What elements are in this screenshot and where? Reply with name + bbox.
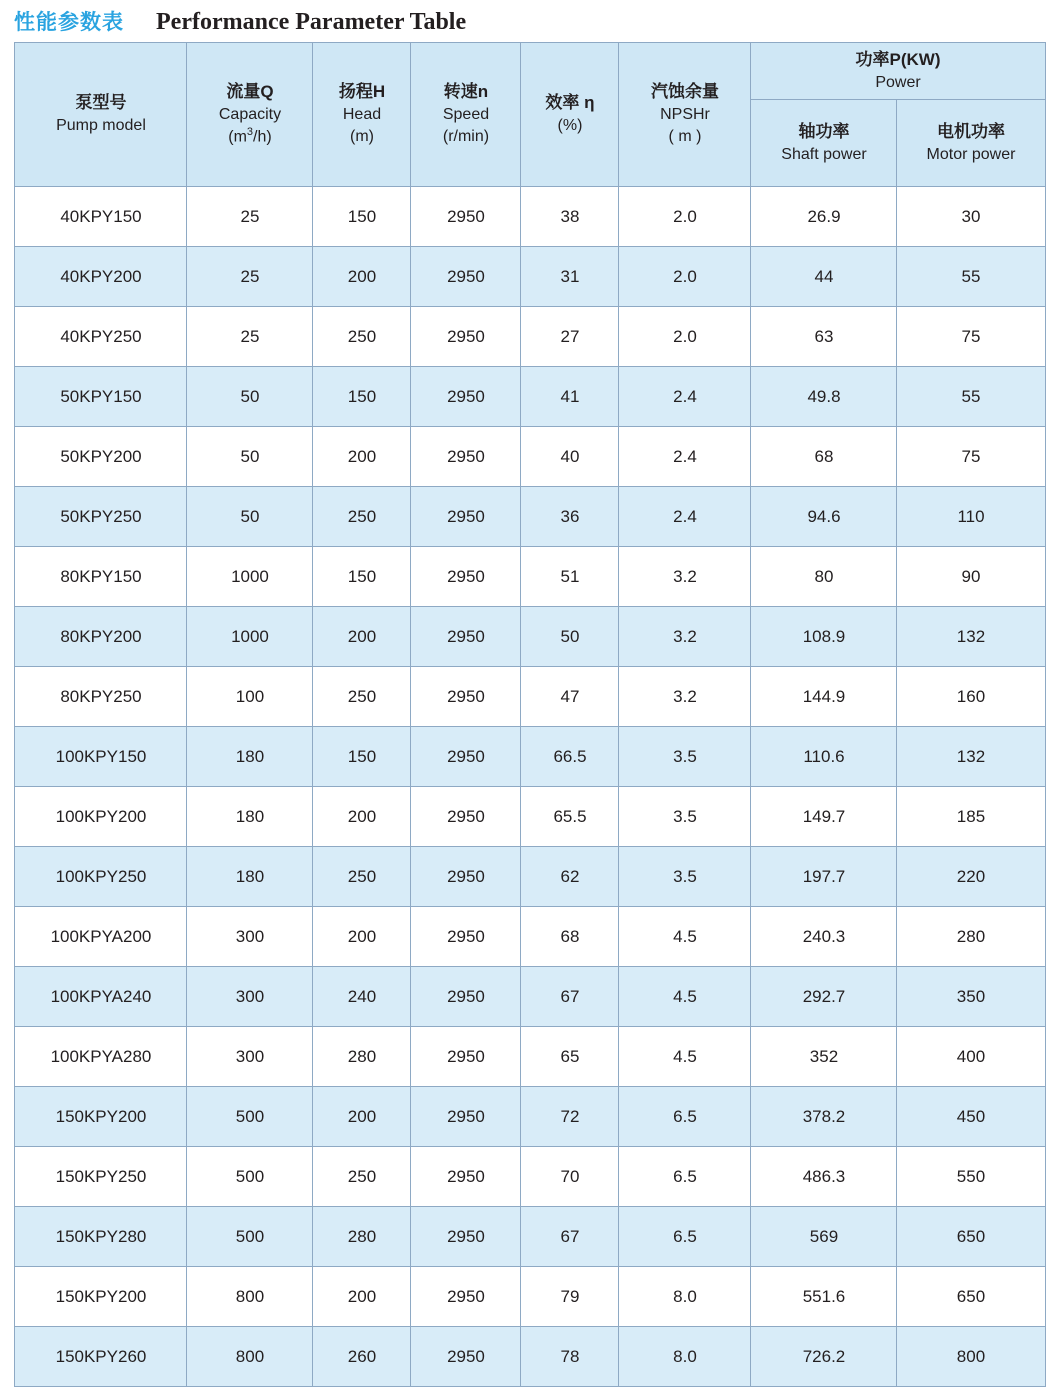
- column-header-cn: 功率P(KW): [855, 49, 941, 69]
- cell-pump-model: 100KPYA280: [15, 1027, 187, 1087]
- cell-motor-power: 90: [897, 547, 1045, 607]
- cell-pump-model: 100KPYA200: [15, 907, 187, 967]
- performance-table: [14, 42, 1045, 1387]
- cell-head: 200: [313, 427, 411, 487]
- column-header-efficiency: [521, 43, 619, 187]
- cell-motor-power: 75: [897, 427, 1045, 487]
- cell-npshr: 2.4: [619, 487, 751, 547]
- cell-efficiency: 67: [521, 967, 619, 1027]
- cell-npshr: 6.5: [619, 1087, 751, 1147]
- cell-head: 280: [313, 1027, 411, 1087]
- cell-head: 250: [313, 847, 411, 907]
- cell-efficiency: 47: [521, 667, 619, 727]
- cell-speed: 2950: [411, 1147, 521, 1207]
- page-title-bar: [0, 0, 1060, 42]
- cell-motor-power: 75: [897, 307, 1045, 367]
- cell-capacity: 300: [187, 1027, 313, 1087]
- cell-npshr: 3.2: [619, 667, 751, 727]
- table-row: [15, 547, 1045, 607]
- column-header-unit: (r/min): [442, 127, 490, 145]
- cell-efficiency: 65: [521, 1027, 619, 1087]
- cell-head: 250: [313, 1147, 411, 1207]
- cell-head: 150: [313, 727, 411, 787]
- cell-head: 150: [313, 367, 411, 427]
- cell-motor-power: 650: [897, 1207, 1045, 1267]
- cell-speed: 2950: [411, 307, 521, 367]
- cell-capacity: 1000: [187, 607, 313, 667]
- cell-capacity: 1000: [187, 547, 313, 607]
- cell-head: 250: [313, 307, 411, 367]
- cell-pump-model: 100KPYA240: [15, 967, 187, 1027]
- column-header-shaft-power: [751, 100, 897, 187]
- table-header-row-main: [15, 43, 1045, 100]
- table-row: [15, 967, 1045, 1027]
- cell-shaft-power: 63: [751, 307, 897, 367]
- page-title-english: Performance Parameter Table: [156, 9, 467, 35]
- table-row: [15, 1327, 1045, 1387]
- column-header-en: Motor power: [926, 145, 1016, 163]
- cell-capacity: 800: [187, 1327, 313, 1387]
- cell-motor-power: 132: [897, 727, 1045, 787]
- cell-motor-power: 550: [897, 1147, 1045, 1207]
- cell-efficiency: 67: [521, 1207, 619, 1267]
- cell-motor-power: 110: [897, 487, 1045, 547]
- cell-shaft-power: 569: [751, 1207, 897, 1267]
- table-row: [15, 427, 1045, 487]
- cell-pump-model: 100KPY250: [15, 847, 187, 907]
- table-row: [15, 667, 1045, 727]
- cell-head: 150: [313, 187, 411, 247]
- cell-head: 200: [313, 907, 411, 967]
- column-header-unit: (%): [557, 117, 583, 135]
- cell-pump-model: 100KPY150: [15, 727, 187, 787]
- cell-motor-power: 350: [897, 967, 1045, 1027]
- cell-shaft-power: 80: [751, 547, 897, 607]
- cell-shaft-power: 110.6: [751, 727, 897, 787]
- cell-pump-model: 40KPY250: [15, 307, 187, 367]
- cell-pump-model: 50KPY250: [15, 487, 187, 547]
- column-header-en: Pump model: [56, 117, 146, 135]
- cell-efficiency: 50: [521, 607, 619, 667]
- column-header-cn: 流量Q: [226, 81, 274, 101]
- column-header-en: Speed: [442, 106, 490, 124]
- cell-pump-model: 150KPY250: [15, 1147, 187, 1207]
- column-header-cn: 汽蚀余量: [650, 82, 719, 102]
- cell-efficiency: 27: [521, 307, 619, 367]
- cell-shaft-power: 551.6: [751, 1267, 897, 1327]
- cell-motor-power: 450: [897, 1087, 1045, 1147]
- cell-npshr: 2.4: [619, 427, 751, 487]
- cell-shaft-power: 378.2: [751, 1087, 897, 1147]
- cell-efficiency: 70: [521, 1147, 619, 1207]
- cell-capacity: 50: [187, 367, 313, 427]
- column-header-speed: [411, 43, 521, 187]
- cell-capacity: 180: [187, 787, 313, 847]
- column-header-unit: ( m ): [668, 127, 702, 145]
- cell-speed: 2950: [411, 1207, 521, 1267]
- cell-speed: 2950: [411, 1027, 521, 1087]
- column-header-cn: 泵型号: [75, 93, 127, 113]
- cell-pump-model: 150KPY200: [15, 1267, 187, 1327]
- cell-pump-model: 50KPY200: [15, 427, 187, 487]
- cell-shaft-power: 94.6: [751, 487, 897, 547]
- cell-shaft-power: 44: [751, 247, 897, 307]
- column-header-power-group: [751, 43, 1045, 100]
- cell-speed: 2950: [411, 487, 521, 547]
- cell-speed: 2950: [411, 847, 521, 907]
- cell-npshr: 2.0: [619, 247, 751, 307]
- cell-head: 260: [313, 1327, 411, 1387]
- cell-head: 200: [313, 1087, 411, 1147]
- cell-capacity: 50: [187, 427, 313, 487]
- column-header-en: Capacity: [218, 105, 282, 123]
- cell-motor-power: 800: [897, 1327, 1045, 1387]
- cell-pump-model: 80KPY200: [15, 607, 187, 667]
- cell-shaft-power: 108.9: [751, 607, 897, 667]
- cell-speed: 2950: [411, 1327, 521, 1387]
- cell-head: 240: [313, 967, 411, 1027]
- cell-speed: 2950: [411, 727, 521, 787]
- cell-efficiency: 51: [521, 547, 619, 607]
- cell-speed: 2950: [411, 967, 521, 1027]
- table-row: [15, 847, 1045, 907]
- table-row: [15, 487, 1045, 547]
- cell-pump-model: 50KPY150: [15, 367, 187, 427]
- cell-head: 200: [313, 787, 411, 847]
- cell-shaft-power: 486.3: [751, 1147, 897, 1207]
- cell-pump-model: 40KPY150: [15, 187, 187, 247]
- table-row: [15, 787, 1045, 847]
- table-row: [15, 1087, 1045, 1147]
- table-row: [15, 247, 1045, 307]
- column-header-motor-power: [897, 100, 1045, 187]
- cell-speed: 2950: [411, 607, 521, 667]
- cell-capacity: 100: [187, 667, 313, 727]
- cell-shaft-power: 240.3: [751, 907, 897, 967]
- cell-efficiency: 65.5: [521, 787, 619, 847]
- cell-efficiency: 79: [521, 1267, 619, 1327]
- cell-capacity: 180: [187, 727, 313, 787]
- table-row: [15, 1267, 1045, 1327]
- cell-shaft-power: 149.7: [751, 787, 897, 847]
- cell-pump-model: 150KPY260: [15, 1327, 187, 1387]
- column-header-npshr: [619, 43, 751, 187]
- column-header-en: NPSHr: [660, 106, 710, 124]
- cell-npshr: 3.5: [619, 847, 751, 907]
- cell-motor-power: 132: [897, 607, 1045, 667]
- column-header-unit: $(m^3/h)$: [228, 126, 272, 146]
- cell-efficiency: 36: [521, 487, 619, 547]
- column-header-cn: 效率 η: [545, 93, 595, 113]
- cell-head: 150: [313, 547, 411, 607]
- cell-head: 200: [313, 247, 411, 307]
- cell-motor-power: 220: [897, 847, 1045, 907]
- cell-efficiency: 40: [521, 427, 619, 487]
- cell-capacity: 300: [187, 967, 313, 1027]
- table-header: [15, 43, 1045, 187]
- cell-pump-model: 150KPY200: [15, 1087, 187, 1147]
- column-header-pump-model: [15, 43, 187, 187]
- table-row: [15, 367, 1045, 427]
- cell-npshr: 6.5: [619, 1207, 751, 1267]
- column-header-en: Shaft power: [781, 145, 867, 163]
- cell-motor-power: 160: [897, 667, 1045, 727]
- table-row: [15, 727, 1045, 787]
- cell-pump-model: 40KPY200: [15, 247, 187, 307]
- cell-speed: 2950: [411, 1267, 521, 1327]
- cell-pump-model: 150KPY280: [15, 1207, 187, 1267]
- cell-npshr: 2.4: [619, 367, 751, 427]
- cell-head: 250: [313, 487, 411, 547]
- cell-npshr: 8.0: [619, 1327, 751, 1387]
- cell-npshr: 3.2: [619, 607, 751, 667]
- cell-motor-power: 400: [897, 1027, 1045, 1087]
- cell-pump-model: 100KPY200: [15, 787, 187, 847]
- column-header-en: Head: [342, 106, 382, 124]
- cell-shaft-power: 26.9: [751, 187, 897, 247]
- cell-speed: 2950: [411, 667, 521, 727]
- cell-capacity: 25: [187, 187, 313, 247]
- cell-capacity: 500: [187, 1207, 313, 1267]
- cell-efficiency: 78: [521, 1327, 619, 1387]
- column-header-cn: 电机功率: [936, 121, 1005, 141]
- cell-capacity: 500: [187, 1147, 313, 1207]
- cell-npshr: 3.5: [619, 727, 751, 787]
- column-header-cn: 扬程H: [338, 82, 386, 102]
- cell-motor-power: 185: [897, 787, 1045, 847]
- table-row: [15, 1147, 1045, 1207]
- cell-head: 250: [313, 667, 411, 727]
- cell-npshr: 4.5: [619, 907, 751, 967]
- cell-head: 200: [313, 1267, 411, 1327]
- column-header-cn: 转速n: [443, 82, 489, 102]
- table-row: [15, 1027, 1045, 1087]
- cell-shaft-power: 49.8: [751, 367, 897, 427]
- cell-speed: 2950: [411, 1087, 521, 1147]
- cell-speed: 2950: [411, 787, 521, 847]
- cell-head: 200: [313, 607, 411, 667]
- cell-capacity: 25: [187, 247, 313, 307]
- page-title-chinese: 性能参数表: [14, 11, 124, 34]
- cell-npshr: 2.0: [619, 307, 751, 367]
- column-header-cn: 轴功率: [798, 121, 850, 141]
- cell-capacity: 25: [187, 307, 313, 367]
- cell-motor-power: 55: [897, 367, 1045, 427]
- cell-npshr: 3.5: [619, 787, 751, 847]
- cell-motor-power: 280: [897, 907, 1045, 967]
- cell-shaft-power: 68: [751, 427, 897, 487]
- cell-efficiency: 68: [521, 907, 619, 967]
- cell-npshr: 8.0: [619, 1267, 751, 1327]
- table-row: [15, 1207, 1045, 1267]
- column-header-head: [313, 43, 411, 187]
- cell-speed: 2950: [411, 907, 521, 967]
- cell-capacity: 300: [187, 907, 313, 967]
- cell-npshr: 6.5: [619, 1147, 751, 1207]
- cell-npshr: 4.5: [619, 1027, 751, 1087]
- cell-shaft-power: 352: [751, 1027, 897, 1087]
- cell-shaft-power: 197.7: [751, 847, 897, 907]
- cell-efficiency: 62: [521, 847, 619, 907]
- table-row: [15, 607, 1045, 667]
- cell-motor-power: 30: [897, 187, 1045, 247]
- column-header-unit: (m): [349, 127, 374, 145]
- cell-shaft-power: 726.2: [751, 1327, 897, 1387]
- cell-speed: 2950: [411, 427, 521, 487]
- column-header-en: Power: [875, 73, 921, 91]
- cell-speed: 2950: [411, 547, 521, 607]
- table-row: [15, 307, 1045, 367]
- cell-shaft-power: 144.9: [751, 667, 897, 727]
- cell-efficiency: 38: [521, 187, 619, 247]
- cell-motor-power: 650: [897, 1267, 1045, 1327]
- cell-speed: 2950: [411, 247, 521, 307]
- cell-shaft-power: 292.7: [751, 967, 897, 1027]
- cell-npshr: 3.2: [619, 547, 751, 607]
- cell-pump-model: 80KPY250: [15, 667, 187, 727]
- cell-efficiency: 66.5: [521, 727, 619, 787]
- cell-head: 280: [313, 1207, 411, 1267]
- cell-speed: 2950: [411, 187, 521, 247]
- cell-motor-power: 55: [897, 247, 1045, 307]
- cell-efficiency: 72: [521, 1087, 619, 1147]
- cell-capacity: 800: [187, 1267, 313, 1327]
- cell-capacity: 50: [187, 487, 313, 547]
- cell-pump-model: 80KPY150: [15, 547, 187, 607]
- cell-capacity: 180: [187, 847, 313, 907]
- table-body: [15, 187, 1045, 1387]
- cell-npshr: 2.0: [619, 187, 751, 247]
- cell-capacity: 500: [187, 1087, 313, 1147]
- cell-npshr: 4.5: [619, 967, 751, 1027]
- column-header-capacity: [187, 43, 313, 187]
- cell-speed: 2950: [411, 367, 521, 427]
- table-row: [15, 907, 1045, 967]
- table-row: [15, 187, 1045, 247]
- cell-efficiency: 31: [521, 247, 619, 307]
- cell-efficiency: 41: [521, 367, 619, 427]
